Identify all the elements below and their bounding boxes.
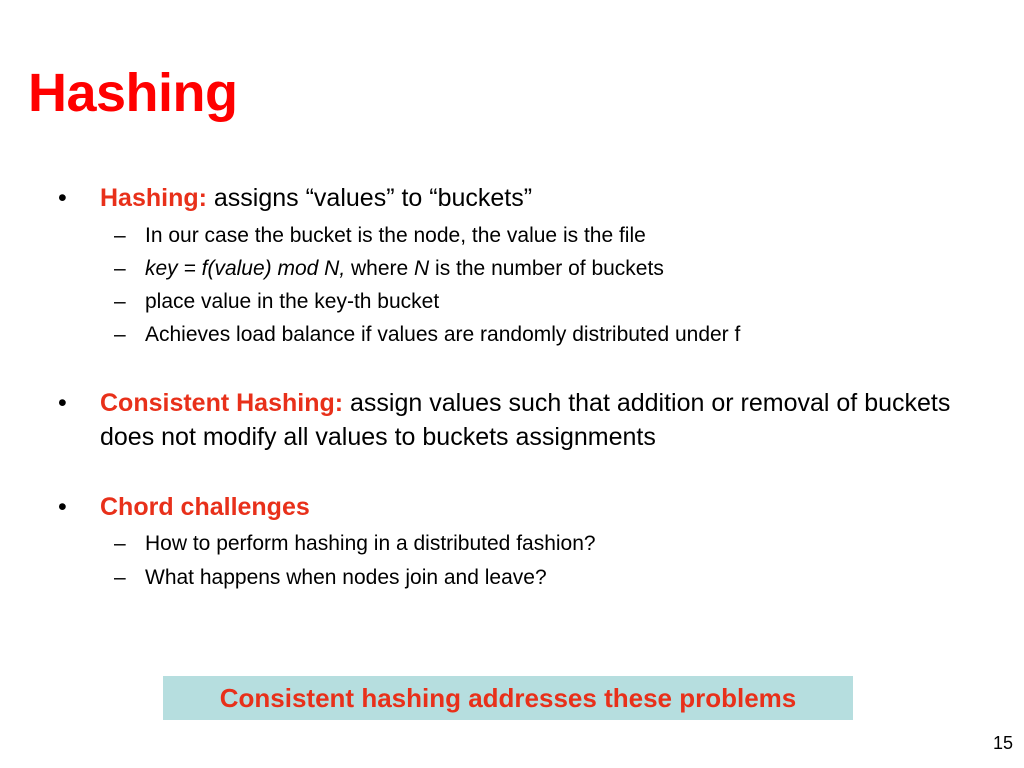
bullet-text bbox=[100, 490, 980, 524]
bullet-marker: • bbox=[58, 493, 67, 521]
sub-item bbox=[114, 221, 646, 251]
bullet-keyword: Consistent Hashing: bbox=[100, 389, 344, 417]
bullet-marker: • bbox=[58, 389, 67, 417]
sub-item bbox=[114, 563, 547, 593]
sub-item-text: How to perform hashing in a distributed fashion? bbox=[145, 532, 596, 555]
dash-marker: – bbox=[114, 290, 126, 313]
formula-rest: is the number of buckets bbox=[429, 257, 664, 280]
bullet-body: assign values such that addition or removal of buckets does not modify all values to buckets assignments bbox=[100, 389, 951, 451]
sub-item-text bbox=[145, 254, 664, 284]
bullet-text bbox=[100, 386, 980, 454]
sub-item-text: Achieves load balance if values are randomly distributed under f bbox=[145, 323, 741, 346]
page-number: 15 bbox=[993, 733, 1014, 753]
sub-item bbox=[114, 529, 596, 559]
sub-item bbox=[114, 320, 740, 350]
bullet-chord-challenges bbox=[58, 490, 980, 524]
bullet-consistent-hashing bbox=[58, 386, 980, 454]
bullet-keyword: Chord challenges bbox=[100, 493, 310, 521]
bullet-body: assigns “values” to “buckets” bbox=[206, 184, 533, 212]
sub-item bbox=[114, 287, 439, 317]
sub-item bbox=[114, 254, 664, 284]
bullet-keyword: Hashing: bbox=[100, 184, 207, 212]
hash-formula: key = f(value) mod N, bbox=[145, 257, 346, 280]
sub-item-text: What happens when nodes join and leave? bbox=[145, 566, 547, 589]
dash-marker: – bbox=[114, 323, 126, 346]
slide-title: Hashing bbox=[28, 63, 238, 123]
formula-n-variable: N bbox=[414, 257, 430, 280]
dash-marker: – bbox=[114, 532, 126, 555]
bullet-marker: • bbox=[58, 184, 67, 212]
dash-marker: – bbox=[114, 566, 126, 589]
callout-box: Consistent hashing addresses these problems bbox=[163, 676, 853, 720]
bullet-text bbox=[100, 181, 980, 215]
dash-marker: – bbox=[114, 257, 126, 280]
sub-item-text: In our case the bucket is the node, the value is the file bbox=[145, 224, 646, 247]
formula-where: where bbox=[345, 257, 415, 280]
dash-marker: – bbox=[114, 224, 126, 247]
bullet-hashing bbox=[58, 181, 980, 215]
sub-item-text: place value in the key-th bucket bbox=[145, 290, 440, 313]
